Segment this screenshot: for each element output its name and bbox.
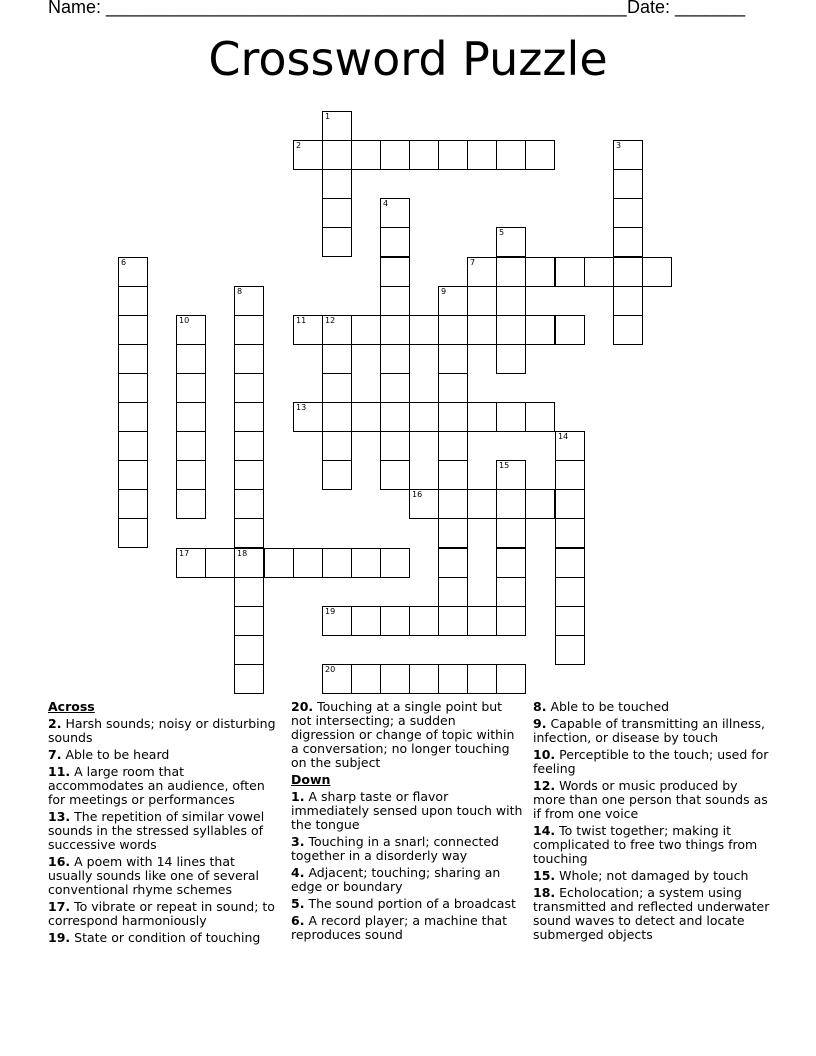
grid-cell[interactable] (496, 460, 526, 490)
grid-cell[interactable] (322, 460, 352, 490)
clue-number: 7 (470, 258, 476, 267)
clue-across-19: 19. State or condition of touching (48, 930, 261, 945)
grid-cell[interactable] (205, 548, 235, 578)
grid-cell[interactable] (351, 606, 381, 636)
grid-cell[interactable] (234, 606, 264, 636)
grid-cell[interactable] (525, 257, 555, 287)
clue-number: 1 (325, 112, 331, 121)
grid-cell[interactable] (351, 140, 381, 170)
clue-across-2: 2. Harsh sounds; noisy or disturbing sounds (48, 716, 276, 745)
clue-number: 18 (237, 549, 248, 558)
grid-cell[interactable] (234, 344, 264, 374)
grid-cell[interactable] (613, 227, 643, 257)
clue-down-1: 1. A sharp taste or flavor immediately sensed upon touch with the tongue (291, 789, 523, 832)
clue-down-4: 4. Adjacent; touching; sharing an edge or boundary (291, 865, 501, 894)
grid-cell[interactable] (555, 548, 585, 578)
grid-cell[interactable] (380, 344, 410, 374)
grid-cell[interactable] (234, 431, 264, 461)
page-title: Crossword Puzzle (208, 32, 608, 86)
grid-cell[interactable] (293, 402, 323, 432)
grid-cell[interactable] (351, 315, 381, 345)
grid-cell[interactable] (438, 286, 468, 316)
grid-cell[interactable] (438, 548, 468, 578)
grid-cell[interactable] (555, 460, 585, 490)
grid-cell[interactable] (264, 548, 294, 578)
clue-number: 9 (441, 287, 447, 296)
grid-cell[interactable] (467, 315, 497, 345)
grid-cell[interactable] (118, 431, 148, 461)
grid-cell[interactable] (380, 373, 410, 403)
clue-across-7: 7. Able to be heard (48, 747, 170, 762)
grid-cell[interactable] (351, 402, 381, 432)
grid-cell[interactable] (525, 140, 555, 170)
clue-number: 5 (499, 228, 505, 237)
grid-cell[interactable] (234, 402, 264, 432)
grid-cell[interactable] (496, 606, 526, 636)
clue-number: 17 (179, 549, 190, 558)
grid-cell[interactable] (380, 140, 410, 170)
grid-cell[interactable] (613, 169, 643, 199)
grid-cell[interactable] (555, 315, 585, 345)
clue-down-9: 9. Capable of transmitting an illness, infection, or disease by touch (533, 716, 765, 745)
grid-cell[interactable] (467, 402, 497, 432)
grid-cell[interactable] (438, 373, 468, 403)
grid-cell[interactable] (380, 460, 410, 490)
grid-cell[interactable] (322, 198, 352, 228)
grid-cell[interactable] (176, 315, 206, 345)
clue-number: 12 (325, 316, 336, 325)
grid-cell[interactable] (118, 402, 148, 432)
grid-cell[interactable] (118, 286, 148, 316)
grid-cell[interactable] (438, 315, 468, 345)
grid-cell[interactable] (234, 489, 264, 519)
clue-number: 14 (558, 432, 569, 441)
clue-number: 6 (121, 258, 127, 267)
grid-cell[interactable] (293, 315, 323, 345)
clue-down-5: 5. The sound portion of a broadcast (291, 896, 516, 911)
grid-cell[interactable] (496, 257, 526, 287)
clue-down-12: 12. Words or music produced by more than one person that sounds as if from one voice (533, 778, 768, 821)
grid-cell[interactable] (322, 606, 352, 636)
grid-cell[interactable] (380, 664, 410, 694)
clues-column-2 (291, 700, 523, 945)
grid-cell[interactable] (234, 286, 264, 316)
grid-cell[interactable] (176, 460, 206, 490)
grid-cell[interactable] (322, 664, 352, 694)
grid-cell[interactable] (322, 315, 352, 345)
clue-across-16: 16. A poem with 14 lines that usually sounds like one of several conventional rhyme schemes (48, 854, 259, 897)
grid-cell[interactable] (234, 315, 264, 345)
grid-cell[interactable] (118, 373, 148, 403)
clue-down-3: 3. Touching in a snarl; connected together in a disorderly way (291, 834, 499, 863)
clue-number: 8 (237, 287, 243, 296)
grid-cell[interactable] (525, 315, 555, 345)
across-heading: Across (48, 699, 95, 714)
grid-cell[interactable] (438, 460, 468, 490)
grid-cell[interactable] (380, 198, 410, 228)
clue-number: 15 (499, 461, 510, 470)
grid-cell[interactable] (525, 402, 555, 432)
grid-cell[interactable] (322, 344, 352, 374)
grid-cell[interactable] (496, 315, 526, 345)
grid-cell[interactable] (496, 227, 526, 257)
clue-number: 19 (325, 607, 336, 616)
grid-cell[interactable] (118, 489, 148, 519)
clue-down-10: 10. Perceptible to the touch; used for feeling (533, 747, 769, 776)
grid-cell[interactable] (322, 402, 352, 432)
clue-number: 2 (296, 141, 302, 150)
clue-down-6: 6. A record player; a machine that reproduces sound (291, 913, 508, 942)
clue-number: 13 (296, 403, 307, 412)
grid-cell[interactable] (351, 664, 381, 694)
clues-column-3 (533, 700, 773, 945)
grid-cell[interactable] (176, 548, 206, 578)
grid-cell[interactable] (467, 489, 497, 519)
grid-cell[interactable] (234, 664, 264, 694)
grid-cell[interactable] (409, 140, 439, 170)
grid-cell[interactable] (380, 315, 410, 345)
grid-cell[interactable] (176, 344, 206, 374)
clue-number: 20 (325, 665, 336, 674)
grid-cell[interactable] (467, 606, 497, 636)
grid-cell[interactable] (380, 257, 410, 287)
clue-number: 10 (179, 316, 190, 325)
grid-cell[interactable] (409, 489, 439, 519)
grid-cell[interactable] (613, 286, 643, 316)
grid-cell[interactable] (438, 577, 468, 607)
grid-cell[interactable] (613, 198, 643, 228)
clues-column-1 (48, 700, 276, 948)
grid-cell[interactable] (555, 431, 585, 461)
grid-cell[interactable] (234, 518, 264, 548)
grid-cell[interactable] (438, 606, 468, 636)
grid-cell[interactable] (438, 431, 468, 461)
grid-cell[interactable] (496, 140, 526, 170)
grid-cell[interactable] (496, 577, 526, 607)
grid-cell[interactable] (438, 344, 468, 374)
grid-cell[interactable] (118, 460, 148, 490)
grid-cell[interactable] (613, 257, 643, 287)
grid-cell[interactable] (496, 664, 526, 694)
grid-cell[interactable] (322, 431, 352, 461)
grid-cell[interactable] (438, 518, 468, 548)
grid-cell[interactable] (176, 489, 206, 519)
grid-cell[interactable] (496, 402, 526, 432)
grid-cell[interactable] (380, 548, 410, 578)
grid-cell[interactable] (467, 257, 497, 287)
clue-down-8: 8. Able to be touched (533, 699, 670, 714)
grid-cell[interactable] (409, 315, 439, 345)
grid-cell[interactable] (118, 257, 148, 287)
grid-cell[interactable] (380, 431, 410, 461)
clue-across-20: 20. Touching at a single point but not intersecting; a sudden digression or change of topic within a conversation; no longer touching on the subject (291, 699, 515, 770)
grid-cell[interactable] (409, 402, 439, 432)
grid-cell[interactable] (613, 140, 643, 170)
grid-cell[interactable] (555, 257, 585, 287)
clue-down-14: 14. To twist together; making it complicated to free two things from touching (533, 823, 758, 866)
grid-cell[interactable] (322, 111, 352, 141)
grid-cell[interactable] (322, 227, 352, 257)
grid-cell[interactable] (642, 257, 672, 287)
clue-down-18: 18. Echolocation; a system using transmitted and reflected underwater sound waves to detect and locate submerged objects (533, 885, 770, 942)
grid-cell[interactable] (118, 344, 148, 374)
grid-cell[interactable] (555, 577, 585, 607)
grid-cell[interactable] (234, 635, 264, 665)
grid-cell[interactable] (409, 664, 439, 694)
grid-cell[interactable] (380, 286, 410, 316)
clue-across-13: 13. The repetition of similar vowel sounds in the stressed syllables of successive words (48, 809, 265, 852)
grid-cell[interactable] (555, 518, 585, 548)
grid-cell[interactable] (293, 140, 323, 170)
grid-cell[interactable] (555, 635, 585, 665)
grid-cell[interactable] (351, 548, 381, 578)
grid-cell[interactable] (380, 402, 410, 432)
grid-cell[interactable] (234, 548, 264, 578)
grid-cell[interactable] (118, 315, 148, 345)
clue-number: 3 (616, 141, 622, 150)
grid-cell[interactable] (293, 548, 323, 578)
name-field[interactable]: Name: ____________________________________________________ (48, 0, 627, 17)
grid-cell[interactable] (496, 518, 526, 548)
grid-cell[interactable] (322, 140, 352, 170)
grid-cell[interactable] (118, 518, 148, 548)
grid-cell[interactable] (322, 373, 352, 403)
grid-cell[interactable] (234, 373, 264, 403)
grid-cell[interactable] (176, 402, 206, 432)
grid-cell[interactable] (525, 489, 555, 519)
grid-cell[interactable] (555, 489, 585, 519)
grid-cell[interactable] (322, 548, 352, 578)
grid-cell[interactable] (467, 664, 497, 694)
grid-cell[interactable] (380, 227, 410, 257)
grid-cell[interactable] (322, 169, 352, 199)
grid-cell[interactable] (496, 489, 526, 519)
grid-cell[interactable] (409, 606, 439, 636)
grid-cell[interactable] (234, 460, 264, 490)
grid-cell[interactable] (234, 577, 264, 607)
date-field[interactable]: Date: _______ (627, 0, 746, 17)
grid-cell[interactable] (438, 489, 468, 519)
grid-cell[interactable] (613, 315, 643, 345)
grid-cell[interactable] (496, 548, 526, 578)
grid-cell[interactable] (176, 373, 206, 403)
clue-across-11: 11. A large room that accommodates an audience, often for meetings or performances (48, 764, 265, 807)
clue-across-17: 17. To vibrate or repeat in sound; to correspond harmoniously (48, 899, 275, 928)
grid-cell[interactable] (380, 606, 410, 636)
grid-cell[interactable] (555, 606, 585, 636)
grid-cell[interactable] (438, 140, 468, 170)
grid-cell[interactable] (496, 286, 526, 316)
clue-number: 16 (412, 490, 423, 499)
grid-cell[interactable] (496, 344, 526, 374)
down-heading: Down (291, 772, 331, 787)
grid-cell[interactable] (438, 664, 468, 694)
grid-cell[interactable] (584, 257, 614, 287)
grid-cell[interactable] (467, 140, 497, 170)
clue-number: 4 (383, 199, 389, 208)
grid-cell[interactable] (438, 402, 468, 432)
clue-down-15: 15. Whole; not damaged by touch (533, 868, 749, 883)
clue-number: 11 (296, 316, 307, 325)
grid-cell[interactable] (176, 431, 206, 461)
